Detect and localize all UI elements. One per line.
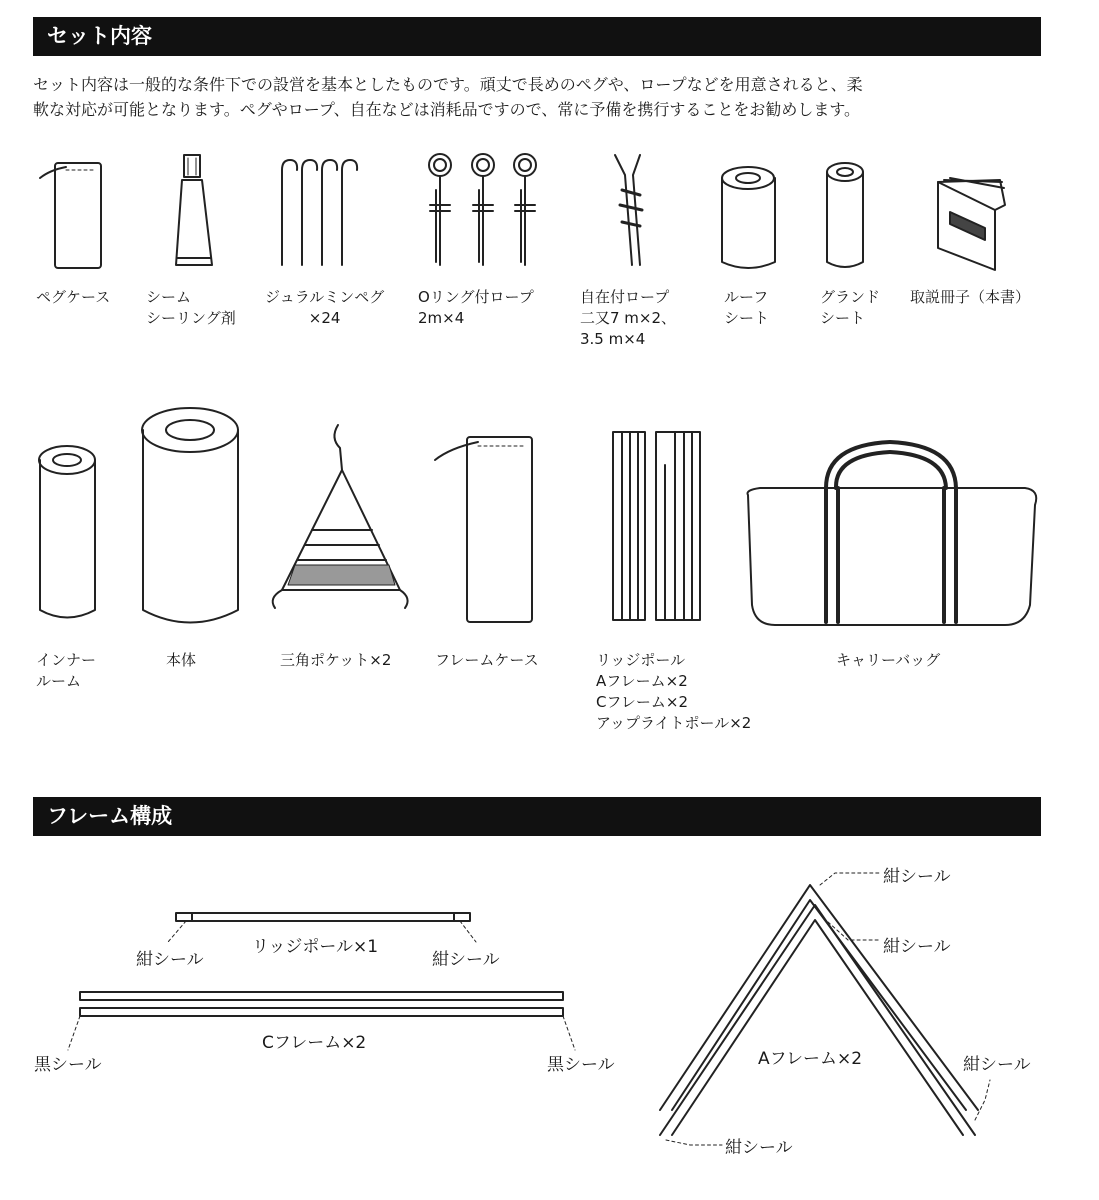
intro-line: セット内容は一般的な条件下での設営を基本としたものです。頑丈で長めのペグや、ロープなどを用意されると、柔: [33, 75, 863, 94]
navy-seal-label: 紺シール: [432, 950, 500, 970]
triangle-pocket-icon: [273, 425, 408, 608]
item-label-triangle-pocket: 三角ポケット×2: [280, 651, 392, 669]
section-title: セット内容: [47, 24, 152, 48]
item-label-o-ring-rope: Oリング付ロープ 2m×4: [418, 288, 534, 327]
o-ring-rope-icon: [429, 154, 536, 265]
section-header-frame: [33, 797, 1041, 836]
c-frame-label: Cフレーム×2: [262, 1033, 367, 1053]
black-seal-label: 黒シール: [34, 1055, 102, 1075]
navy-seal-label: 紺シール: [883, 867, 951, 887]
item-label-frame-case: フレームケース: [435, 651, 539, 669]
item-label-roof-sheet: ルーフ シート: [724, 288, 770, 327]
item-label-seam-sealer: シーム シーリング剤: [146, 288, 236, 327]
item-label-inner-room: インナー ルーム: [36, 651, 97, 690]
a-frame-label: Aフレーム×2: [758, 1049, 863, 1069]
seam-sealer-icon: [176, 155, 212, 265]
item-label-manual: 取説冊子（本書）: [910, 288, 1031, 306]
item-label-main-body: 本体: [166, 651, 197, 669]
item-label-duralumin-peg: ジュラルミンペグ ×24: [265, 288, 385, 327]
navy-seal-label: 紺シール: [725, 1138, 793, 1158]
carry-bag-icon: [748, 442, 1037, 625]
main-body-icon: [142, 408, 238, 623]
ridge-pole-label: リッジポール×1: [252, 937, 379, 957]
black-seal-label: 黒シール: [547, 1055, 615, 1075]
inner-room-icon: [39, 446, 95, 618]
frame-case-icon: [435, 437, 532, 622]
peg-case-icon: [40, 163, 101, 268]
item-label-poles: リッジポール Aフレーム×2 Cフレーム×2 アップライトポール×2: [596, 651, 752, 732]
navy-seal-label: 紺シール: [963, 1055, 1031, 1075]
item-label-adjuster-rope: 自在付ロープ 二又7 m×2、 3.5 m×4: [580, 288, 677, 348]
intro-line: 軟な対応が可能となります。ペグやロープ、自在などは消耗品ですので、常に予備を携行することをお勧めします。: [33, 100, 861, 119]
adjuster-rope-icon: [615, 155, 642, 265]
item-label-carry-bag: キャリーバッグ: [836, 651, 941, 669]
ground-sheet-icon: [827, 163, 863, 267]
roof-sheet-icon: [722, 167, 775, 268]
item-label-peg-case: ペグケース: [36, 288, 111, 306]
a-frame-diagram: [660, 873, 990, 1145]
duralumin-peg-icon: [282, 160, 357, 265]
navy-seal-label: 紺シール: [883, 937, 951, 957]
navy-seal-label: 紺シール: [136, 950, 204, 970]
item-label-ground-sheet: グランド シート: [820, 288, 881, 327]
manual-booklet-icon: [938, 178, 1005, 270]
section-title: フレーム構成: [47, 804, 173, 828]
pole-bundle-icon: [613, 432, 700, 620]
